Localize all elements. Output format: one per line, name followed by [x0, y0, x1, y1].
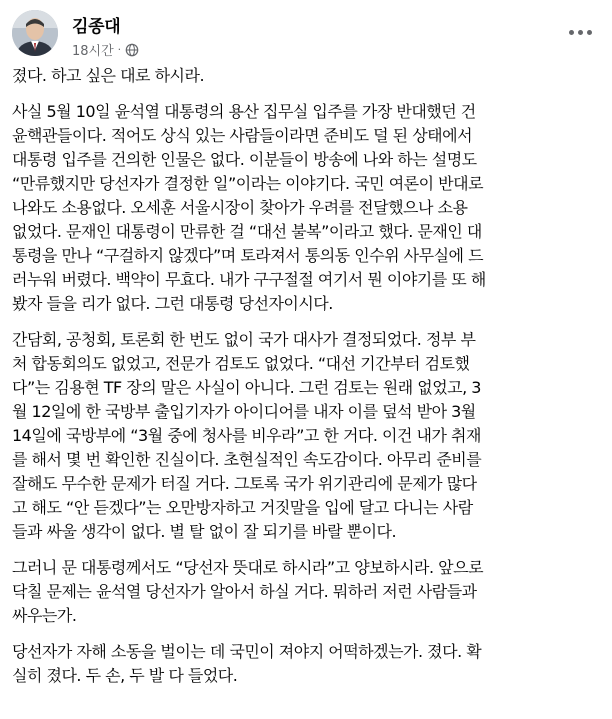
more-dot — [578, 30, 583, 35]
post-text-line: 졌다. 하고 싶은 대로 하시라. — [12, 66, 205, 85]
post-text-line: “만류했지만 당선자가 결정한 일”이라는 이야기다. 국민 여론이 반대로 — [12, 174, 484, 193]
post-text-line: 를 해서 몇 번 확인한 진실이다. 초현실적인 속도감이다. 아무리 준비를 — [12, 450, 482, 469]
post-paragraph — [12, 64, 600, 88]
post-text-line: 들과 싸울 생각이 없다. 별 탈 없이 잘 되기를 바랄 뿐이다. — [12, 522, 397, 541]
post-text-line: 당선자가 자해 소동을 벌이는 데 국민이 져야지 어떡하겠는가. 졌다. 확 — [12, 642, 482, 661]
post-paragraph — [12, 640, 600, 688]
author-name[interactable]: 김종대 — [72, 17, 121, 37]
post-paragraph — [12, 328, 600, 544]
post-paragraph — [12, 100, 600, 316]
more-options-icon[interactable] — [566, 22, 594, 42]
post-text-line: 봤자 들을 리가 없다. 그런 대통령 당선자이시다. — [12, 294, 333, 313]
post-text-line: 실히 졌다. 두 손, 두 발 다 들었다. — [12, 666, 238, 685]
post-text-line: 통령을 만나 “구걸하지 않겠다”며 토라져서 통의동 인수위 사무실에 드 — [12, 246, 484, 265]
post-text-line: 사실 5월 10일 윤석열 대통령의 용산 집무실 입주를 가장 반대했던 건 — [12, 102, 476, 121]
profile-photo — [12, 10, 58, 56]
post-text-line: 잘해도 무수한 문제가 터질 거다. 그토록 국가 위기관리에 문제가 많다 — [12, 474, 477, 493]
globe-icon[interactable] — [125, 43, 139, 57]
post-time[interactable]: 18시간 — [72, 44, 114, 59]
more-dot — [569, 30, 574, 35]
post-text-line: 간담회, 공청회, 토론회 한 번도 없이 국가 대사가 결정되었다. 정부 부 — [12, 330, 476, 349]
post-paragraph — [12, 556, 600, 628]
post-text-line: 닥칠 문제는 윤석열 당선자가 알아서 하실 거다. 뭐하러 저런 사람들과 — [12, 582, 477, 601]
post-text-line: 대통령 입주를 건의한 인물은 없다. 이분들이 방송에 나와 하는 설명도 — [12, 150, 477, 169]
post-text-line: 싸우는가. — [12, 606, 77, 625]
post-text-line: 다”는 김용현 TF 장의 말은 사실이 아니다. 그런 검토는 원래 없었고, 3 — [12, 378, 481, 397]
post-text-line: 윤핵관들이다. 적어도 상식 있는 사람들이라면 준비도 덜 된 상태에서 — [12, 126, 473, 145]
post-header — [12, 8, 600, 58]
post-text-line: 러누워 버렸다. 백약이 무효다. 내가 구구절절 여기서 뭔 이야기를 또 해 — [12, 270, 486, 289]
avatar[interactable] — [12, 10, 58, 56]
post-text-line: 처 합동회의도 없었고, 전문가 검토도 없었다. “대선 기간부터 검토했 — [12, 354, 470, 373]
meta-separator: · — [117, 43, 122, 56]
more-dot — [587, 30, 592, 35]
post-meta — [72, 40, 139, 59]
post-text-line: 그러니 문 대통령께서도 “당선자 뜻대로 하시라”고 양보하시라. 앞으로 — [12, 558, 484, 577]
post-text-line: 월 12일에 한 국방부 출입기자가 아이디어를 내자 이를 덮석 받아 3월 — [12, 402, 476, 421]
post-text-line: 없었다. 문재인 대통령이 만류한 걸 “대선 불복”이라고 했다. 문재인 대 — [12, 222, 482, 241]
post-body — [12, 64, 600, 700]
post-text-line: 고 해도 “안 듣겠다”는 오만방자하고 거짓말을 입에 달고 다니는 사람 — [12, 498, 473, 517]
post-text-line: 나와도 소용없다. 오세훈 서울시장이 찾아가 우려를 전달했으나 소용 — [12, 198, 468, 217]
post-text-line: 14일에 국방부에 “3월 중에 청사를 비우라”고 한 거다. 이건 내가 취재 — [12, 426, 481, 445]
